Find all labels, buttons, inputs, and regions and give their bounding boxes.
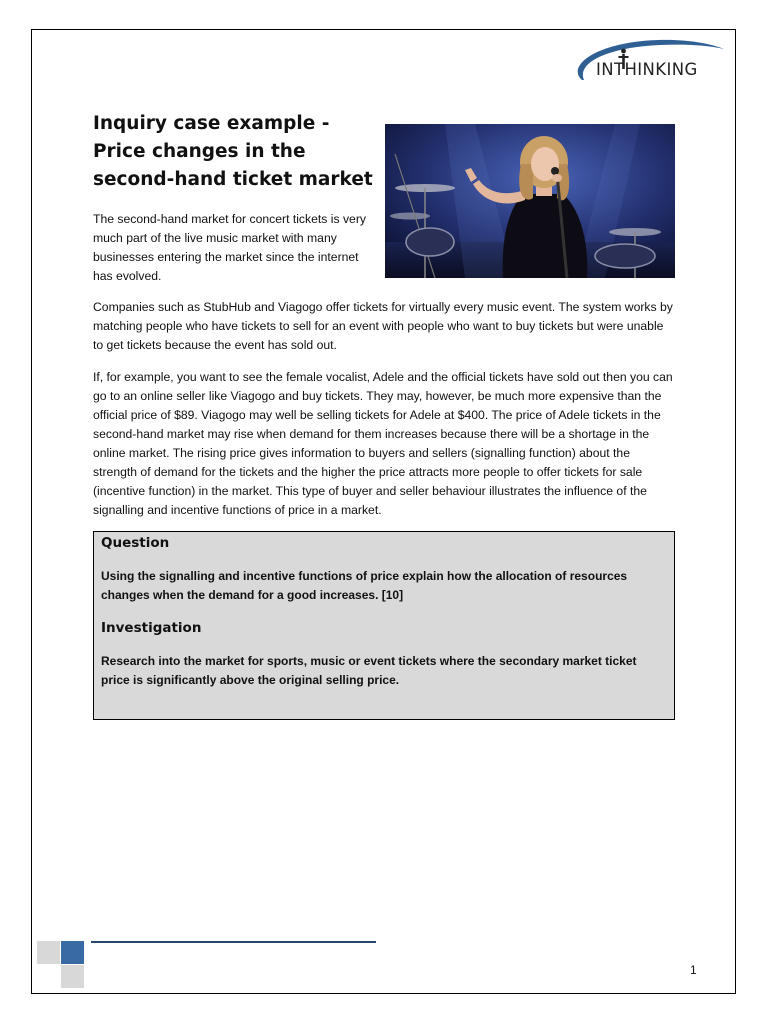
intro-paragraph: The second-hand market for concert tickets is very much part of the live music market with many businesses entering the market since the internet has evolved. [93, 212, 366, 283]
footer-decor-square-blue [61, 941, 84, 964]
footer-decor-square-gray-lower [61, 965, 84, 988]
footer-rule [91, 941, 376, 943]
body-paragraph-1: Companies such as StubHub and Viagogo offer tickets for virtually every music event. The system works by matching people who have tickets to sell for an event with people who want to buy tickets but were unable to get tickets because the event has sold out. [93, 300, 673, 352]
page-number: 1 [690, 963, 697, 977]
inthinking-logo [566, 36, 726, 88]
concert-photo [385, 124, 675, 278]
investigation-text: Research into the market for sports, music or event tickets where the secondary market ticket price is significantly above the original selling price. [101, 654, 637, 687]
page-title: Inquiry case example - Price changes in the second-hand ticket market [93, 113, 373, 190]
footer-decor-square-gray [37, 941, 60, 964]
question-heading: Question [101, 535, 170, 551]
question-text: Using the signalling and incentive functions of price explain how the allocation of resources changes when the demand for a good increases. [10] [101, 569, 628, 602]
body-paragraph-2: If, for example, you want to see the female vocalist, Adele and the official tickets have sold out then you can go to an online seller like Viagogo and buy tickets. They may, however, be much more expensive than the official price of $89. Viagogo may well be selling tickets for Adele at $400. The price of Adele tickets in the second-hand market may rise when demand for them increases because there will be a shortage in the online market. The rising price gives information to buyers and sellers (signalling function) about the strength of demand for the tickets and the higher the price attracts more people to offer tickets for sale (incentive function) in the market. This type of buyer and seller behaviour illustrates the influence of the signalling and incentive functions of price in a market. [93, 370, 673, 517]
singer-on-stage-image [385, 124, 675, 278]
investigation-heading: Investigation [101, 620, 202, 636]
task-box [93, 531, 675, 720]
logo-text: INTHINKING [596, 60, 698, 79]
